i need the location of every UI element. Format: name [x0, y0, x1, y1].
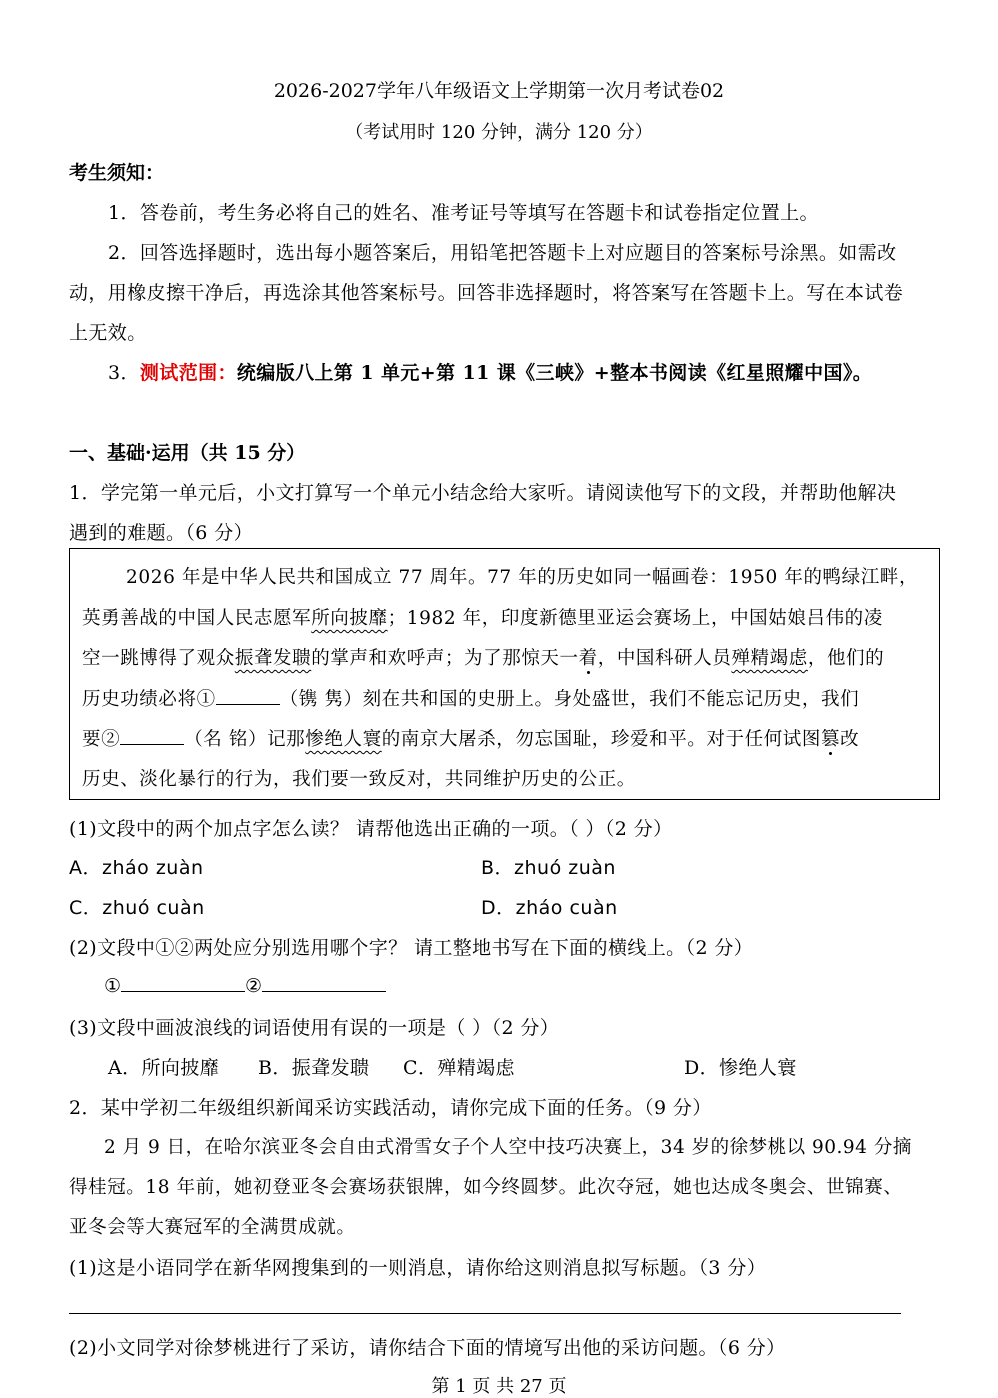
passage-text: ，他们的: [807, 648, 885, 669]
question-1-2-stem: (2)文段中①②两处应分别选用哪个字？ 请工整地书写在下面的横线上。（2 分）: [69, 937, 754, 959]
passage-text: 要②: [82, 729, 121, 750]
question-1-1-option-c[interactable]: C．zhuó cuàn: [69, 897, 205, 919]
news-line-3: 亚冬会等大赛冠军的全满贯成就。: [69, 1217, 356, 1238]
notice-item-2-line-3: 上无效。: [69, 322, 147, 344]
notice-item-1: 1．答卷前，考生务必将自己的姓名、准考证号等填写在答题卡和试卷指定位置上。: [108, 202, 819, 224]
answer-blank-1[interactable]: [121, 973, 245, 992]
answer-line-2-1[interactable]: [69, 1313, 901, 1314]
wavy-word-2: 振聋发聩: [234, 648, 312, 669]
passage-text: ，中国科研人员: [597, 648, 732, 669]
wavy-word-3: 殚精竭虑: [731, 648, 808, 669]
question-1-1-option-b[interactable]: B．zhuó zuàn: [481, 857, 616, 879]
passage-line-6: 历史、淡化暴行的行为，我们要一致反对，共同维护历史的公正。: [82, 769, 636, 790]
passage-line-2: [82, 604, 883, 630]
wavy-word-1: 所向披靡: [311, 608, 388, 629]
notice-item-3: [108, 358, 872, 385]
blank-2[interactable]: [120, 726, 184, 745]
passage-line-3: [82, 644, 884, 670]
passage-text: 历史功绩必将①: [82, 689, 216, 710]
question-1-stem-line-1: 1．学完第一单元后，小文打算写一个单元小结念给大家听。请阅读他写下的文段，并帮助他解决: [69, 482, 897, 504]
question-1-3-option-a[interactable]: A．所向披靡: [108, 1057, 220, 1079]
passage-text: ；1982 年，印度新德里亚运会赛场上，中国姑娘吕伟的凌: [387, 608, 883, 629]
exam-title: 2026-2027学年八年级语文上学期第一次月考试卷02: [273, 80, 725, 102]
notice-item-3-number: 3．: [108, 362, 140, 384]
question-1-3-option-b[interactable]: B．振聋发聩: [258, 1057, 370, 1079]
notice-item-2-line-2: 动，用橡皮擦干净后，再选涂其他答案标号。回答非选择题时，将答案写在答题卡上。写在本试卷: [69, 282, 904, 304]
answer-mark-2: ②: [245, 975, 263, 997]
passage-text: 改: [840, 729, 860, 750]
notice-heading: 考生须知：: [69, 162, 165, 184]
passage-text: 的掌声和欢呼声；为了那惊天一: [311, 648, 579, 669]
passage-line-1: 2026 年是中华人民共和国成立 77 周年。77 年的历史如同一幅画卷：1950 年的鸭绿江畔，: [126, 567, 919, 588]
page-footer: 第 1 页 共 27 页: [431, 1376, 567, 1397]
notice-item-2-line-1: 2．回答选择题时，选出每小题答案后，用铅笔把答题卡上对应题目的答案标号涂黑。如需改: [108, 242, 897, 264]
passage-text: 空一跳博得了观众: [82, 648, 235, 669]
dotted-char-1: 着: [578, 648, 598, 669]
question-1-3-option-c[interactable]: C．殚精竭虑: [403, 1057, 515, 1079]
question-1-1-option-d[interactable]: D．zháo cuàn: [481, 897, 618, 919]
news-line-2: 得桂冠。18 年前，她初登亚冬会赛场获银牌，如今终圆梦。此次夺冠，她也达成冬奥会、世锦赛、: [69, 1177, 903, 1198]
question-1-3-option-d[interactable]: D．惨绝人寰: [684, 1057, 797, 1079]
passage-line-5: [82, 725, 859, 751]
question-1-stem-line-2: 遇到的难题。（6 分）: [69, 522, 254, 544]
blank-1[interactable]: [216, 686, 280, 705]
test-scope-label: 测试范围：: [139, 362, 237, 384]
passage-text: 的南京大屠杀，勿忘国耻，珍爱和平。对于任何试图: [381, 729, 822, 750]
passage-box: [69, 548, 940, 800]
question-1-1-stem: (1)文段中的两个加点字怎么读？ 请帮他选出正确的一项。（ ）（2 分）: [69, 818, 673, 840]
question-1-1-option-a[interactable]: A．zháo zuàn: [69, 857, 204, 879]
answer-line-group: [104, 973, 386, 997]
passage-text: （镌 隽）刻在共和国的史册上。身处盛世，我们不能忘记历史，我们: [279, 689, 860, 710]
passage-text: 英勇善战的中国人民志愿军: [82, 608, 312, 629]
question-1-3-stem: (3)文段中画波浪线的词语使用有误的一项是（ ）（2 分）: [69, 1017, 560, 1039]
question-2-2-stem: (2)小文同学对徐梦桃进行了采访，请你结合下面的情境写出他的采访问题。（6 分）: [69, 1337, 786, 1359]
answer-blank-2[interactable]: [262, 973, 386, 992]
news-line-1: 2 月 9 日，在哈尔滨亚冬会自由式滑雪女子个人空中技巧决赛上，34 岁的徐梦桃以 90.94 分摘: [104, 1137, 912, 1158]
question-2-stem: 2．某中学初二年级组织新闻采访实践活动，请你完成下面的任务。（9 分）: [69, 1097, 712, 1119]
section-1-heading: 一、基础·运用（共 15 分）: [69, 442, 306, 464]
wavy-word-4: 惨绝人寰: [305, 729, 382, 750]
passage-line-4: [82, 685, 859, 711]
dotted-char-2: 篡: [821, 729, 841, 750]
passage-text: （名 铭）记那: [184, 729, 306, 750]
test-scope-text: 统编版八上第 1 单元+第 11 课《三峡》+整本书阅读《红星照耀中国》。: [236, 362, 873, 384]
answer-mark-1: ①: [104, 975, 122, 997]
question-2-1-stem: (1)这是小语同学在新华网搜集到的一则消息，请你给这则消息拟写标题。（3 分）: [69, 1257, 767, 1279]
exam-subtitle: （考试用时 120 分钟，满分 120 分）: [345, 122, 653, 143]
